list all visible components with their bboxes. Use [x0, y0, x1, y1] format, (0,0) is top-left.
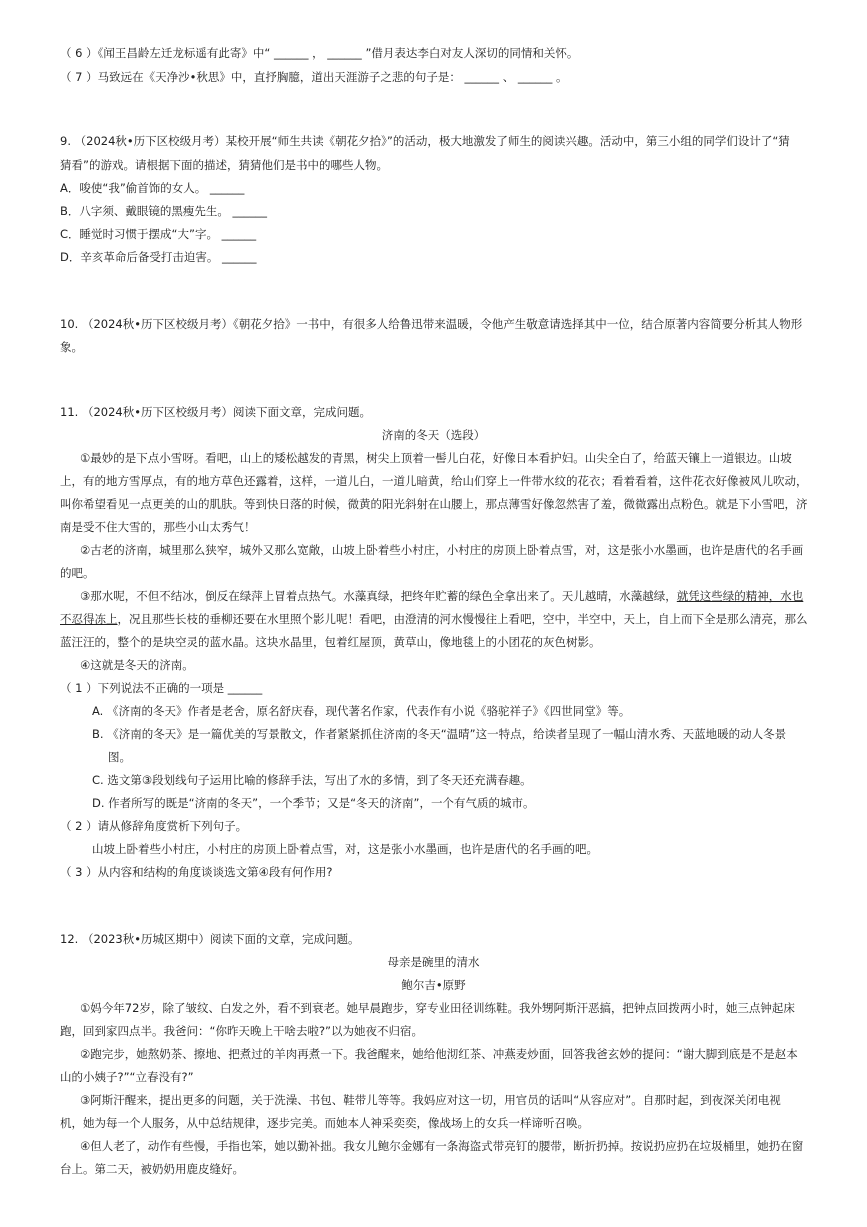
question-line: （ 6 ）《闻王昌龄左迁龙标遥有此寄》中“ ______ ， ______ ”借月表达李白对友人深切的同情和关怀。	[60, 46, 579, 60]
article-paragraph: 的吧。	[60, 566, 95, 580]
article-paragraph: ④这就是冬天的济南。	[80, 658, 194, 672]
question-option: C. 选文第③段划线句子运用比喻的修辞手法，写出了水的多情，到了冬天还充满春趣。	[92, 773, 532, 787]
paragraph-text: ，况且那些长枝的垂柳还要在水里照个影儿呢！看吧，由澄清的河水慢慢往上看吧，空中，半空中，天上，自上而下全是那么清亮，那么	[117, 612, 808, 626]
underlined-sentence: 就凭这些绿的精神，水也	[676, 589, 804, 603]
question-option: B．八字须、戴眼镜的黑瘦先生。 ______	[60, 204, 268, 218]
article-paragraph: 叫你希望看见一点更美的山的肌肤。等到快日落的时候，微黄的阳光斜射在山腰上，那点薄雪好像忽然害了羞，微微露出点粉色。就是下小雪吧，济	[60, 497, 808, 511]
article-paragraph: ④但人老了，动作有些慢，手指也笨，她以勤补拙。我女儿鲍尔金娜有一条海盗式带亮钉的腰带，断折扔掉。按说扔应扔在垃圾桶里，她扔在窗	[80, 1139, 804, 1153]
article-paragraph: ②跑完步，她熬奶茶、擦地、把煮过的羊肉再煮一下。我爸醒来，她给他沏红茶、冲燕麦炒面，回答我爸玄妙的提问：“谢大脚到底是不是赵本	[80, 1047, 798, 1061]
article-paragraph: ③阿斯汗醒来，提出更多的问题，关于洗澡、书包、鞋带儿等等。我妈应对这一切，用官员的话叫“从容应对”。自那时起，到夜深关闭电视	[80, 1093, 781, 1107]
question-option: D．辛亥革命后备受打击迫害。 ______	[60, 250, 257, 264]
article-paragraph: ②古老的济南，城里那么狭窄，城外又那么宽敞，山坡上卧着些小村庄，小村庄的房顶上卧着点雪，对，这是张小水墨画，也许是唐代的名手画	[80, 543, 804, 557]
article-paragraph: 上，有的地方雪厚点，有的地方草色还露着，这样，一道儿白，一道儿暗黄，给山们穿上一件带水纹的花衣；看着看着，这件花衣好像被风儿吹动，	[60, 474, 808, 488]
question-option: A．唆使“我”偷首饰的女人。 ______	[60, 181, 245, 195]
sub-question: （ 3 ）从内容和结构的角度谈谈选文第④段有何作用?	[60, 865, 333, 879]
article-paragraph: 南是受不住大雪的，那些小山太秀气！	[60, 520, 256, 534]
article-paragraph: 台上。第二天，被奶奶用鹿皮缝好。	[60, 1162, 244, 1176]
sub-question: （ 2 ）请从修辞角度赏析下列句子。	[60, 819, 248, 833]
question-option: A. 《济南的冬天》作者是老舍，原名舒庆春，现代著名作家，代表作有小说《骆驼祥子》《四世同堂》等。	[92, 704, 631, 718]
sub-question: （ 1 ）下列说法不正确的一项是 ______	[60, 681, 263, 695]
article-title: 济南的冬天（选段）	[381, 428, 486, 442]
question-10-stem: 10. （2024秋•历下区校级月考）《朝花夕拾》一书中，有很多人给鲁迅带来温暖，令他产生敬意请选择其中一位，结合原著内容简要分析其人物形	[60, 317, 803, 331]
article-paragraph	[80, 588, 803, 604]
question-10-stem: 象。	[60, 340, 83, 354]
article-paragraph: ①最妙的是下点小雪呀。看吧，山上的矮松越发的青黑，树尖上顶着一髻儿白花，好像日本看护妇。山尖全白了，给蓝天镶上一道银边。山坡	[80, 451, 792, 465]
article-paragraph: ①妈今年72岁，除了皱纹、白发之外，看不到衰老。她早晨跑步，穿专业田径训练鞋。我外甥阿斯汗恶搞，把钟点回拨两小时，她三点钟起床	[80, 1001, 795, 1015]
paragraph-text: ③那水呢，不但不结冰，倒反在绿萍上冒着点热气。水藻真绿，把终年贮蓄的绿色全拿出来了。天儿越晴，水藻越绿，	[80, 589, 677, 603]
question-option: B. 《济南的冬天》是一篇优美的写景散文，作者紧紧抓住济南的冬天“温晴”这一特点，给读者呈现了一幅山清水秀、天蓝地暖的动人冬景	[92, 727, 787, 741]
quoted-sentence: 山坡上卧着些小村庄，小村庄的房顶上卧着点雪，对，这是张小水墨画，也许是唐代的名手画的吧。	[92, 842, 598, 856]
question-option: D. 作者所写的既是“济南的冬天”，一个季节；又是“冬天的济南”，一个有气质的城市。	[92, 796, 535, 810]
article-paragraph: 山的小姨子?”“立春没有?”	[60, 1070, 194, 1084]
question-9-stem: 猜看”的游戏。请根据下面的描述，猜猜他们是书中的哪些人物。	[60, 158, 388, 172]
question-11-stem: 11. （2024秋•历下区校级月考）阅读下面文章，完成问题。	[60, 405, 371, 419]
question-option: 图。	[108, 750, 131, 764]
question-option: C．睡觉时习惯于摆成“大”字。 ______	[60, 227, 257, 241]
article-title: 母亲是碗里的清水	[387, 955, 480, 969]
article-author: 鲍尔吉•原野	[401, 978, 466, 992]
article-paragraph	[60, 611, 808, 627]
question-12-stem: 12. （2023秋•历城区期中）阅读下面的文章，完成问题。	[60, 932, 360, 946]
underlined-sentence: 不忍得冻上	[60, 612, 118, 626]
article-paragraph: 蓝汪汪的，整个的是块空灵的蓝水晶。这块水晶里，包着红屋顶，黄草山，像地毯上的小团花的灰色树影。	[60, 635, 601, 649]
article-paragraph: 机，她为每一个人服务，从中总结规律，逐步完美。而她本人神采奕奕，像战场上的女兵一样谛听召唤。	[60, 1116, 589, 1130]
article-paragraph: 跑，回到家四点半。我爸问：“你昨天晚上干啥去啦?”以为她夜不归宿。	[60, 1024, 424, 1038]
question-9-stem: 9. （2024秋•历下区校级月考）某校开展“师生共读《朝花夕拾》”的活动，极大地激发了师生的阅读兴趣。活动中，第三小组的同学们设计了“猜	[60, 134, 790, 148]
question-line: （ 7 ）马致远在《天净沙•秋思》中，直抒胸臆，道出天涯游子之悲的句子是： ______ 、 ______ 。	[60, 70, 568, 84]
